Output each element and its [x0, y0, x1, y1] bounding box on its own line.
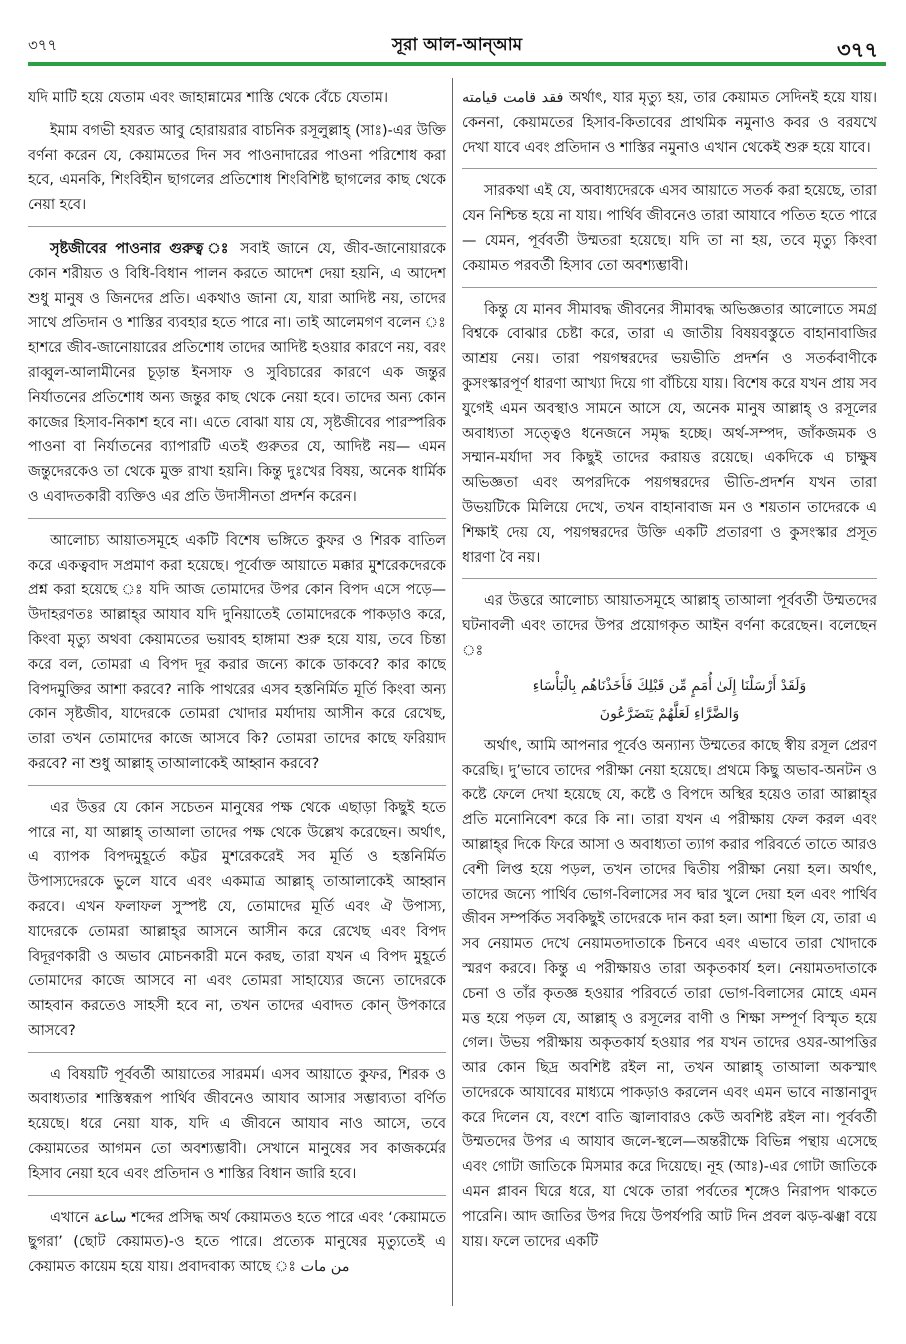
surah-title: সূরা আল-আন্‌আম — [391, 35, 523, 55]
left-column — [28, 86, 446, 1314]
arabic-phrase: فقد قامت قيامته — [462, 90, 564, 106]
page-number-right: ৩৭৭ — [837, 38, 878, 62]
paragraph: এ বিষয়টি পূর্ববর্তী আয়াতের সারমর্ম। এসব আয়াতে কুফর, শিরক ও অবাধ্যতার শাস্তিস্বরূপ পার্থিব জীবনেও আযাব আসার সম্ভাব্যতা বর্ণিত হয়েছে। ধরে নেয়া যাক, যদি এ জীবনে আযাব নাও আসে, তবে কেয়ামতের আগমন তো অবশ্যম্ভাবী। সেখানে মানুষের সব কাজকর্মের হিসাব নেয়া হবে এবং প্রতিদান ও শাস্তির বিধান জারি হবে। — [28, 1066, 446, 1182]
paragraph-text: শব্দের প্রসিদ্ধ অর্থ কেয়ামতও হতে পারে এবং ‘কেয়ামতে ছুগরা’ (ছোট কেয়ামত)-ও হতে পারে। প্রত্যেক মানুষের মৃত্যুতেই এ কেয়ামত কায়েম হয়ে যায়। প্রবাদবাক্য আছে ঃ — [28, 1209, 446, 1276]
paragraph-text: সবাই জানে যে, জীব-জানোয়ারকে কোন শরীয়ত ও বিধি-বিধান পালন করতে আদেশ দেয়া হয়নি, এ আদেশ শুধু মানুষ ও জিনদের প্রতি। একথাও জানা যে, যারা আদিষ্ট নয়, তাদের সাথে প্রতিদান ও শাস্তির ব্যবহার হতে পারে না। তাই আলেমগণ বলেন ঃ হাশরে জীব-জানোয়ারের প্রতিশোধ তাদের আদিষ্ট হওয়ার কারণে নয়, বরং রাব্বুল-আলামীনের চূড়ান্ত ইনসাফ ও সুবিচারের কারণে এক জন্তুর নির্যাতনের প্রতিশোধ অন্য জন্তুর কাছ থেকে নেয়া হবে। তাদের অন্য কোন কাজের হিসাব-নিকাশ হবে না। এতে বোঝা যায় যে, সৃষ্টজীবের পারস্পরিক পাওনা বা নির্যাতনের ব্যাপারটি এতই গুরুতর যে, আদিষ্ট নয়— এমন জন্তুদেরকেও তা থেকে মুক্ত রাখা হয়নি। কিন্তু দুঃখের বিষয়, অনেক ধার্মিক ও এবাদতকারী ব্যক্তিও এর প্রতি উদাসীনতা প্রদর্শন করেন। — [28, 240, 446, 505]
verse-line: وَالضَّرَّاءِ لَعَلَّهُمْ يَتَضَرَّعُونَ — [599, 705, 740, 722]
verse-line: وَلَقَدْ أَرْسَلْنَا إِلَىٰ أُمَمٍ مِّن قَبْلِكَ فَأَخَذْنَاهُم بِالْبَأْسَاءِ — [532, 677, 807, 694]
divider — [28, 226, 446, 227]
paragraph: ইমাম বগভী হযরত আবু হোরায়রার বাচনিক রসূলুল্লাহ্ (সাঃ)-এর উক্তি বর্ণনা করেন যে, কেয়ামতের দিন সব পাওনাদারের পাওনা পরিশোধ করা হবে, এমনকি, শিংবিহীন ছাগলের প্রতিশোধ শিংবিশিষ্ট ছাগলের কাছ থেকে নেয়া হবে। — [28, 122, 446, 214]
header-rule — [28, 62, 886, 66]
paragraph: সারকথা এই যে, অবাধ্যদেরকে এসব আয়াতে সতর্ক করা হয়েছে, তারা যেন নিশ্চিন্ত হয়ে না যায়। পার্থিব জীবনেও তারা আযাবে পতিত হতে পারে— যেমন, পূর্ববর্তী উম্মতরা হয়েছে। যদি তা না হয়, তবে মৃত্যু কিংবা কেয়ামত পরবর্তী হিসাব তো অবশ্যম্ভাবী। — [462, 183, 877, 274]
paragraph — [462, 86, 877, 160]
paragraph: অর্থাৎ, আমি আপনার পূর্বেও অন্যান্য উম্মতের কাছে স্বীয় রসূল প্রেরণ করেছি। দু’ভাবে তাদের পরীক্ষা নেয়া হয়েছে। প্রথমে কিছু অভাব-অনটন ও কষ্টে ফেলে দেখা হয়েছে যে, কষ্টে ও বিপদে অস্থির হয়েও তারা আল্লাহ্‌র প্রতি মনোনিবেশ করে কি না। তারা যখন এ পরীক্ষায় ফেল করল এবং আল্লাহ্‌র দিকে ফিরে আসা ও অবাধ্যতা ত্যাগ করার পরিবর্তে তাতে আরও বেশী লিপ্ত হয়ে পড়ল, তখন তাদের দ্বিতীয় পরীক্ষা নেয়া হল। অর্থাৎ, তাদের জন্যে পার্থিব ভোগ-বিলাসের সব দ্বার খুলে দেয়া হল এবং পার্থিব জীবন সম্পর্কিত সবকিছুই তাদেরকে দান করা হল। আশা ছিল যে, তারা এ সব নেয়ামত দেখে নেয়ামতদাতাকে চিনবে এবং এভাবে তারা খোদাকে স্মরণ করবে। কিন্তু এ পরীক্ষায়ও তারা অকৃতকার্য হল। নেয়ামতদাতাকে চেনা ও তাঁর কৃতজ্ঞ হওয়ার পরিবর্তে তারা ভোগ-বিলাসের মোহে এমন মত্ত হয়ে পড়ল যে, আল্লাহ্ ও রসূলের বাণী ও শিক্ষা সম্পূর্ণ বিস্মৃত হয়ে গেল। উভয় পরীক্ষায় অকৃতকার্য হওয়ার পর যখন তাদের ওযর-আপত্তির আর কোন ছিদ্র অবশিষ্ট রইল না, তখন আল্লাহ্ তাআলা অকস্মাৎ তাদেরকে আযাবের মাধ্যমে পাকড়াও করলেন এবং এমন ভাবে নাস্তানাবুদ করে দিলেন যে, বংশে বাতি জ্বালাবারও কেউ অবশিষ্ট রইল না। পূর্ববর্তী উম্মতদের উপর এ আযাব জলে-স্থলে—অন্তরীক্ষে বিভিন্ন পন্থায় এসেছে এবং গোটা জাতিকে মিসমার করে দিয়েছে। নূহ (আঃ)-এর গোটা জাতিকে এমন প্লাবন ঘিরে ধরে, যা থেকে তারা পর্বতের শৃঙ্গেও নিরাপদ থাকতে পারেনি। আদ জাতির উপর দিয়ে উপর্যপরি আট দিন প্রবল ঝড়-ঝঞ্ঝা বয়ে যায়। ফলে তাদের একটি — [462, 737, 877, 1250]
paragraph-text: এখানে — [50, 1209, 89, 1226]
paragraph — [28, 237, 446, 510]
paragraph: আলোচ্য আয়াতসমূহে একটি বিশেষ ভঙ্গিতে কুফর ও শিরক বাতিল করে একত্ববাদ সপ্রমাণ করা হয়েছে। পূর্বোক্ত আয়াতে মক্কার মুশরেকদেরকে প্রশ্ন করা হয়েছে ঃ যদি আজ তোমাদের উপর কোন বিপদ এসে পড়ে—উদাহরণতঃ আল্লাহ্‌র আযাব যদি দুনিয়াতেই তোমাদেরকে পাকড়াও করে, কিংবা মৃত্যু অথবা কেয়ামতের ভয়াবহ হাঙ্গামা শুরু হয়ে যায়, তবে চিন্তা করে বল, তোমরা এ বিপদ দূর করার জন্যে কাকে ডাকবে? কার কাছে বিপদমুক্তির আশা করবে? নাকি পাথরের এসব হস্তনির্মিত মূর্তি কিংবা অন্য কোন সৃষ্টজীব, যাদেরকে তোমরা খোদার মর্যাদায় আসীন করে রেখেছ, তারা তখন তোমাদের কাজে আসবে কি? তোমরা তাদের কাছে ফরিয়াদ করবে? না শুধু আল্লাহ্ তাআলাকেই আহ্বান করবে? — [28, 532, 446, 772]
divider — [28, 518, 446, 519]
paragraph-text: অর্থাৎ, যার মৃত্যু হয়, তার কেয়ামত সেদিনই হয়ে যায়। কেননা, কেয়ামতের হিসাব-কিতাবের প্রাথমিক নমুনাও কবর ও বরযখে দেখা যাবে এবং প্রতিদান ও শাস্তির নমুনাও এখান থেকেই শুরু হয়ে যাবে। — [462, 90, 877, 156]
paragraph: এর উত্তর যে কোন সচেতন মানুষের পক্ষ থেকে এছাড়া কিছুই হতে পারে না, যা আল্লাহ্ তাআলা তাদের পক্ষ থেকে উল্লেখ করেছেন। অর্থাৎ, এ ব্যাপক বিপদমুহূর্তে কট্টর মুশরেকরেই সব মূর্তি ও হস্তনির্মিত উপাস্যদেরকে ভুলে যাবে এবং একমাত্র আল্লাহ্ তাআলাকেই আহ্বান করবে। এখন ফলাফল সুস্পষ্ট যে, তোমাদের মূর্তি এবং ঐ উপাস্য, যাদেরকে তোমরা আল্লাহ্‌র আসনে আসীন করে রেখেছ এবং বিপদ বিদূরণকারী ও অভাব মোচনকারী মনে করছ, তারা যখন এ বিপদ মুহূর্তে তোমাদের কাজে আসবে না এবং তোমরা সাহায্যের জন্যে তাদেরকে আহবান করতেও সাহসী হবে না, তখন তাদের এবাদত কোন্ উপকারে আসবে? — [28, 799, 446, 1039]
arabic-phrase: من مات — [300, 1259, 350, 1276]
divider — [462, 578, 877, 579]
arabic-word: ساعة — [93, 1209, 127, 1226]
paragraph: যদি মাটি হয়ে যেতাম এবং জাহান্নামের শাস্তি থেকে বেঁচে যেতাম। — [28, 90, 388, 106]
paragraph: কিন্তু যে মানব সীমাবদ্ধ জীবনের সীমাবদ্ধ অভিজ্ঞতার আলোতে সমগ্র বিশ্বকে বোঝার চেষ্টা করে, তারা এ জাতীয় বিষয়বস্তুতে বাহানাবাজির আশ্রয় নেয়। তারা পয়গম্বরদের ভয়ভীতি প্রদর্শন ও সতর্কবাণীকে কুসংস্কারপূর্ণ ধারণা আখ্যা দিয়ে গা বাঁচিয়ে যায়। বিশেষ করে যখন প্রায় সব যুগেই এমন অবস্থাও সামনে আসে যে, অনেক মানুষ আল্লাহ্ ও রসূলের অবাধ্যতা সত্ত্বেও ধনেজনে সমৃদ্ধ হচ্ছে। অর্থ-সম্পদ, জাঁকজমক ও সম্মান-মর্যাদা সব কিছুই তাদের করায়ত্ত রয়েছে। একদিকে এ চাক্ষুষ অভিজ্ঞতা এবং অপরদিকে পয়গম্বরদের ভীতি-প্রদর্শন যখন তারা উভয়টিকে মিলিয়ে দেখে, তখন বাহানাবাজ মন ও শয়তান তাদেরকে এ শিক্ষাই দেয় যে, পয়গম্বরদের উক্তি একটি প্রতারণা ও কুসংস্কার প্রসূত ধারণা বৈ নয়। — [462, 301, 877, 566]
divider — [28, 1052, 446, 1053]
section-heading: সৃষ্টজীবের পাওনার গুরুত্ব ঃ — [50, 240, 232, 257]
page-header — [28, 30, 886, 64]
page-number-left: ৩৭৭ — [28, 36, 58, 54]
quran-verse — [462, 672, 877, 728]
column-divider — [452, 78, 453, 1306]
right-column — [462, 86, 877, 1314]
paragraph: এর উত্তরে আলোচ্য আয়াতসমূহে আল্লাহ্ তাআলা পূর্ববর্তী উম্মতদের ঘটনাবলী এবং তাদের উপর প্রয়োগকৃত আইন বর্ণনা করেছেন। বলেছেন ঃ — [462, 593, 877, 659]
divider — [28, 785, 446, 786]
divider — [462, 168, 877, 169]
divider — [462, 287, 877, 288]
paragraph — [28, 1206, 446, 1280]
divider — [28, 1195, 446, 1196]
